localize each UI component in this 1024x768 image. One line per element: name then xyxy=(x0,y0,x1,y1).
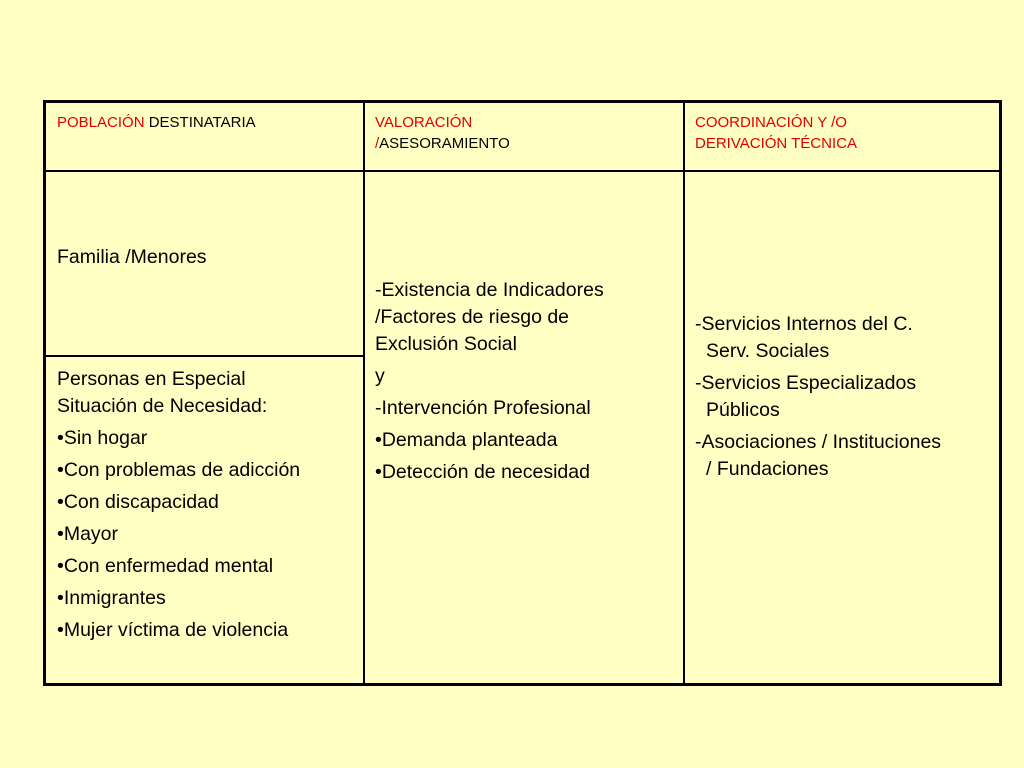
list-item: •Con discapacidad xyxy=(57,491,219,513)
header-poblacion-destinataria xyxy=(57,112,357,133)
familia-menores-text: Familia /Menores xyxy=(57,246,207,268)
col1-row-divider xyxy=(46,355,364,357)
intervencion-profesional: -Intervención Profesional xyxy=(375,397,591,419)
indicadores-line1: -Existencia de Indicadores xyxy=(375,279,604,301)
header-coordinacion: COORDINACIÓN Y /O xyxy=(695,114,847,131)
familia-menores-cell xyxy=(57,244,357,271)
servicios-especializados-line2: Públicos xyxy=(706,399,780,421)
services-table xyxy=(43,100,1002,686)
header-derivacion: DERIVACIÓN TÉCNICA xyxy=(695,135,857,152)
conjunction-y: y xyxy=(375,365,385,387)
asociaciones-line1: -Asociaciones / Instituciones xyxy=(695,431,942,453)
header-poblacion-red: POBLACIÓN xyxy=(57,114,149,131)
personas-heading-line2: Situación de Necesidad: xyxy=(57,395,268,417)
header-slash: / xyxy=(375,135,380,152)
servicios-internos-line2: Serv. Sociales xyxy=(706,340,830,362)
servicios-internos-line1: -Servicios Internos del C. xyxy=(695,313,913,335)
deteccion-necesidad: •Detección de necesidad xyxy=(375,461,590,483)
list-item: •Mayor xyxy=(57,523,119,545)
list-item: •Con enfermedad mental xyxy=(57,555,274,577)
personas-list xyxy=(57,425,357,644)
list-item: •Con problemas de adicción xyxy=(57,459,301,481)
personas-situacion-cell xyxy=(57,366,357,644)
header-valoracion: VALORACIÓN xyxy=(375,114,473,131)
header-destinataria-black: DESTINATARIA xyxy=(148,114,256,131)
list-item: •Inmigrantes xyxy=(57,587,166,609)
column-divider-1 xyxy=(363,103,365,683)
indicadores-line2: /Factores de riesgo de xyxy=(375,306,570,328)
asociaciones-line2: / Fundaciones xyxy=(706,458,829,480)
column-divider-2 xyxy=(683,103,685,683)
header-asesoramiento: ASESORAMIENTO xyxy=(379,135,510,152)
indicadores-line3: Exclusión Social xyxy=(375,333,517,355)
list-item: •Sin hogar xyxy=(57,427,148,449)
personas-heading-line1: Personas en Especial xyxy=(57,368,246,390)
coordinacion-cell xyxy=(695,311,995,483)
list-item: •Mujer víctima de violencia xyxy=(57,619,289,641)
header-divider xyxy=(46,170,999,172)
servicios-especializados-line1: -Servicios Especializados xyxy=(695,372,917,394)
header-valoracion-asesoramiento xyxy=(375,112,675,154)
header-coordinacion-derivacion xyxy=(695,112,995,154)
demanda-planteada: •Demanda planteada xyxy=(375,429,558,451)
valoracion-cell xyxy=(375,277,675,486)
